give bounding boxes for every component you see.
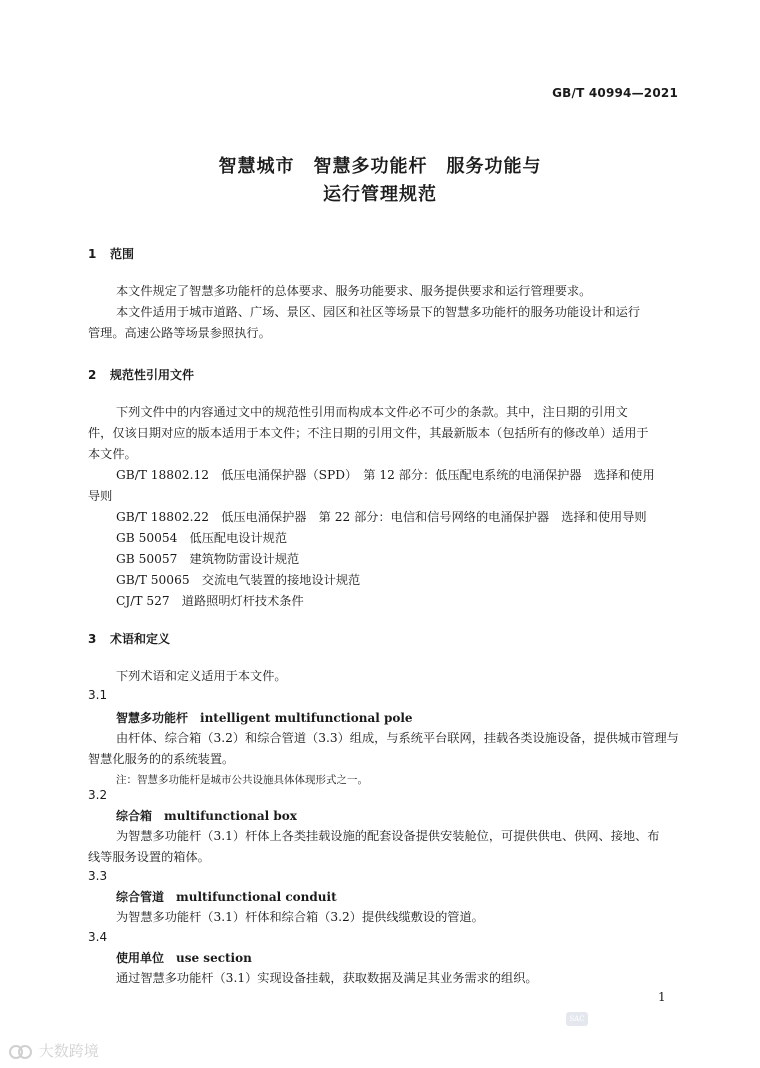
term-en: intelligent multifunctional pole <box>200 711 413 725</box>
term-definition: 通过智慧多功能杆（3.1）实现设备挂载，获取数据及满足其业务需求的组织。 <box>116 971 538 985</box>
reference-item <box>116 549 299 570</box>
reference-item <box>116 507 647 528</box>
reference-title: 建筑物防雷设计规范 <box>189 552 300 566</box>
clause-number: 3.3 <box>88 869 108 883</box>
reference-code: GB 50054 <box>116 531 178 545</box>
watermark <box>8 1040 99 1061</box>
term-en: use section <box>176 951 252 965</box>
reference-code: GB 50057 <box>116 552 178 566</box>
term-definition-continuation: 线等服务设置的箱体。 <box>88 850 210 864</box>
paragraph: 下列文件中的内容通过文中的规范性引用而构成本文件必不可少的条款。其中，注日期的引用文 <box>116 405 628 419</box>
watermark-text: 大数跨境 <box>38 1042 99 1060</box>
term-en: multifunctional box <box>164 809 297 823</box>
paragraph-continuation: 本文件。 <box>88 447 137 461</box>
section-title: 范围 <box>110 247 135 261</box>
section-number: 1 <box>88 247 97 261</box>
paragraph-continuation: 管理。高速公路等场景参照执行。 <box>88 326 271 340</box>
term-zh: 综合管道 <box>116 890 165 904</box>
sac-stamp: SAC <box>566 1012 588 1026</box>
section-number: 3 <box>88 632 97 646</box>
clause-number: 3.1 <box>88 688 108 702</box>
term-definition-continuation: 智慧化服务的的系统装置。 <box>88 752 235 766</box>
reference-item <box>116 570 360 591</box>
reference-title: 低压配电设计规范 <box>189 531 288 545</box>
reference-title: 道路照明灯杆技术条件 <box>181 594 304 608</box>
section-number: 2 <box>88 368 97 382</box>
reference-item <box>116 591 304 612</box>
reference-item <box>116 528 287 549</box>
page-number: 1 <box>658 990 666 1004</box>
section-3-heading <box>88 630 170 647</box>
term-heading <box>116 888 337 905</box>
reference-code: GB/T 50065 <box>116 573 190 587</box>
reference-item <box>116 465 655 486</box>
term-zh: 智慧多功能杆 <box>116 711 189 725</box>
term-definition: 为智慧多功能杆（3.1）杆体上各类挂载设施的配套设备提供安装舱位，可提供供电、供网、接地、布 <box>116 829 660 843</box>
reference-title: 低压电涌保护器 第 22 部分：电信和信号网络的电涌保护器 选择和使用导则 <box>221 510 647 524</box>
term-heading <box>116 709 413 726</box>
term-zh: 综合箱 <box>116 809 153 823</box>
term-heading <box>116 949 252 966</box>
term-note: 注：智慧多功能杆是城市公共设施具体体现形式之一。 <box>116 774 368 786</box>
paragraph: 本文件适用于城市道路、广场、景区、园区和社区等场景下的智慧多功能杆的服务功能设计和运行 <box>116 305 641 319</box>
reference-title: 低压电涌保护器（SPD） 第 12 部分：低压配电系统的电涌保护器 选择和使用 <box>221 468 655 482</box>
term-zh: 使用单位 <box>116 951 165 965</box>
section-title: 术语和定义 <box>110 632 171 646</box>
term-heading <box>116 807 297 824</box>
paragraph: 下列术语和定义适用于本文件。 <box>116 669 287 683</box>
reference-title: 交流电气装置的接地设计规范 <box>201 573 361 587</box>
reference-code: GB/T 18802.22 <box>116 510 209 524</box>
watermark-logo-icon <box>8 1043 34 1061</box>
section-title: 规范性引用文件 <box>110 368 195 382</box>
term-en: multifunctional conduit <box>176 890 337 904</box>
section-1-heading <box>88 245 134 262</box>
document-title-line-1: 智慧城市 智慧多功能杆 服务功能与 <box>218 156 542 177</box>
paragraph-continuation: 件，仅该日期对应的版本适用于本文件；不注日期的引用文件，其最新版本（包括所有的修改单）适用于 <box>88 426 649 440</box>
paragraph: 本文件规定了智慧多功能杆的总体要求、服务功能要求、服务提供要求和运行管理要求。 <box>116 284 592 298</box>
clause-number: 3.4 <box>88 930 108 944</box>
term-definition: 由杆体、综合箱（3.2）和综合管道（3.3）组成，与系统平台联网，挂载各类设施设备，提供城市管理与 <box>116 731 679 745</box>
term-definition: 为智慧多功能杆（3.1）杆体和综合箱（3.2）提供线缆敷设的管道。 <box>116 910 484 924</box>
document-title-line-2: 运行管理规范 <box>323 184 437 205</box>
reference-code: CJ/T 527 <box>116 594 170 608</box>
section-2-heading <box>88 366 194 383</box>
clause-number: 3.2 <box>88 788 108 802</box>
standard-code: GB/T 40994—2021 <box>552 86 678 100</box>
reference-code: GB/T 18802.12 <box>116 468 209 482</box>
reference-continuation: 导则 <box>88 489 113 503</box>
